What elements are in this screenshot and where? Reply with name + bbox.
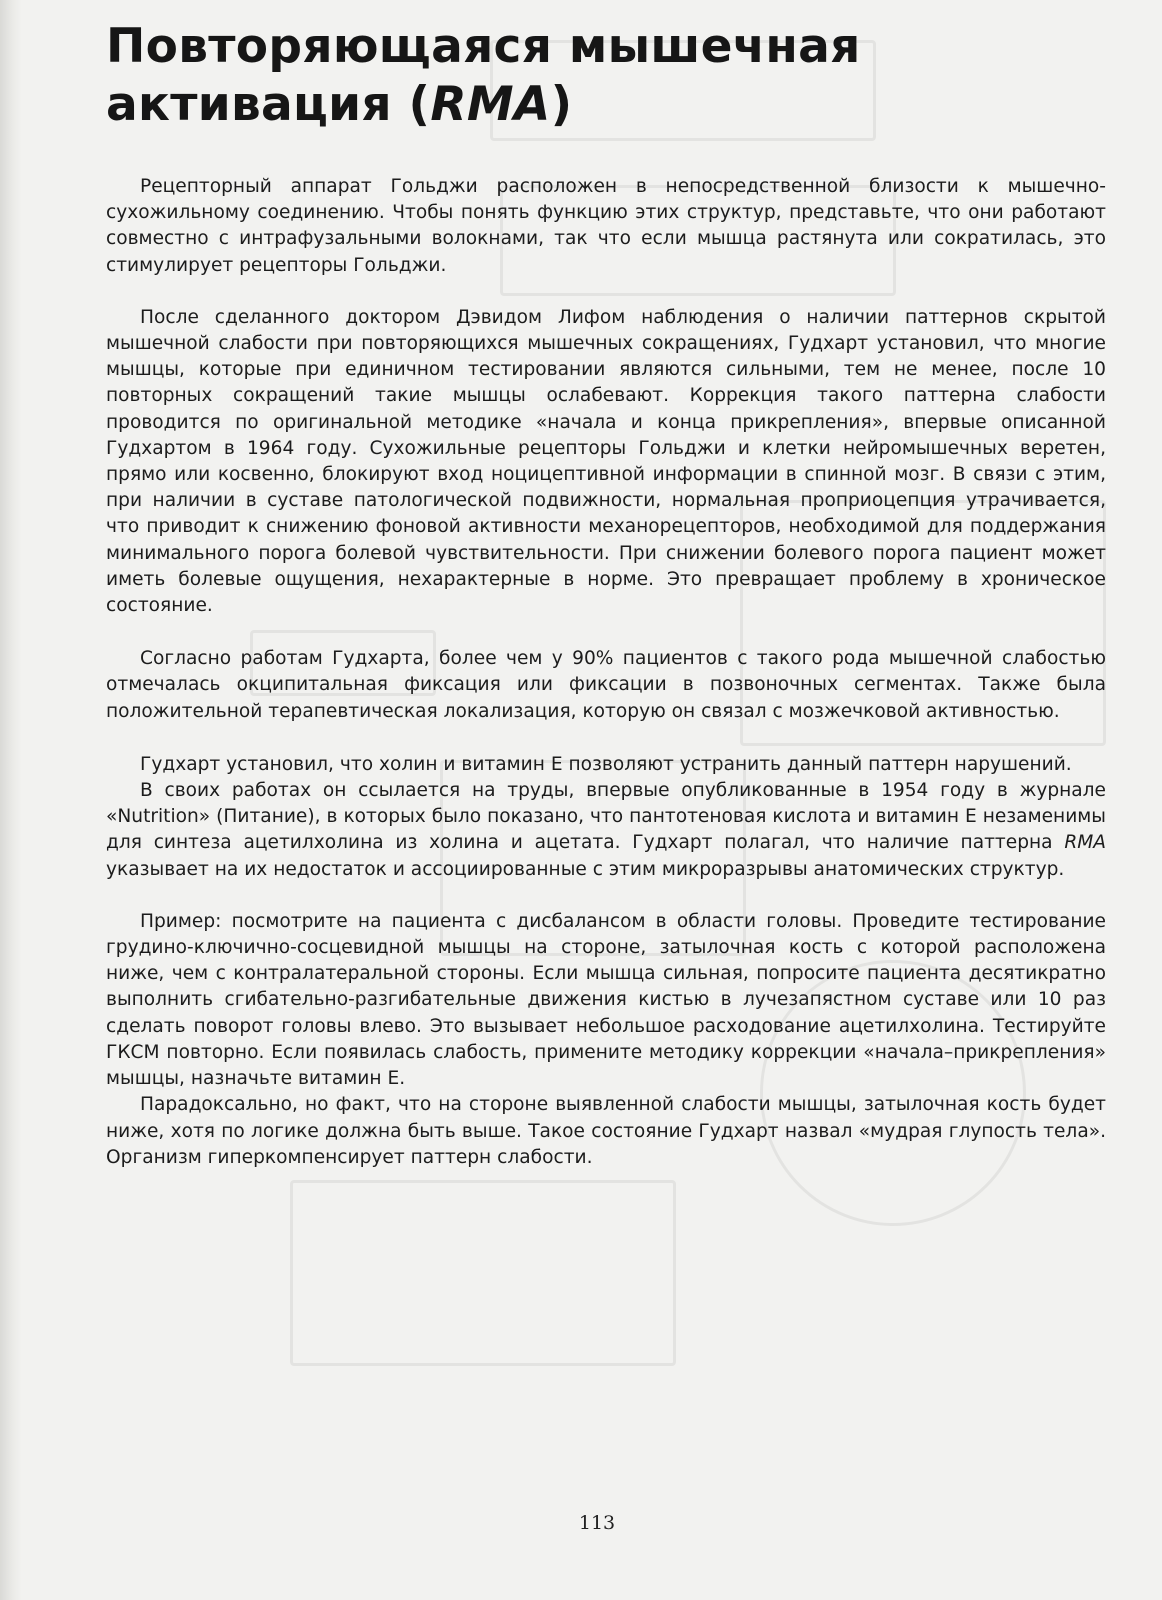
journal-text-before: В своих работах он ссылается на труды, впервые опубликованные в 1954 году в журнале «Nutrition» (Питание), в которых было показано, что пантотеновая кислота и витамин Е незаменимы для синтеза ацетилхолина из холина и ацетата. Гудхарт полагал, что наличие паттерна [106, 780, 1106, 854]
paragraph-golgi-receptors: Рецепторный аппарат Гольджи расположен в непосредственной близости к мышечно-сухожильному соединению. Чтобы понять функцию этих структур, представьте, что они работают совместно с интрафузальными волокнами, так что если мышца растянута или сократилась, это стимулирует рецепторы Гольджи. [106, 176, 1106, 276]
paragraph-paradox: Парадоксально, но факт, что на стороне выявленной слабости мышцы, затылочная кость будет ниже, хотя по логике должна быть выше. Такое состояние Гудхарт назвал «мудрая глупость тела». Организм гиперкомпенсирует паттерн слабости. [106, 1094, 1106, 1168]
page-title [106, 18, 1106, 134]
journal-text-after: указывает на их недостаток и ассоциированные с этим микроразрывы анатомических структур. [106, 858, 1065, 880]
paragraph-occipital-fixation: Согласно работам Гудхарта, более чем у 90% пациентов с такого рода мышечной слабостью отмечалась окципитальная фиксация или фиксации в позвоночных сегментах. Также была положительной терапевтическая локализация, которую он связал с мозжечковой активностью. [106, 648, 1106, 722]
paragraph-choline-vitamin-e: Гудхарт установил, что холин и витамин Е позволяют устранить данный паттерн нарушений. [140, 753, 1072, 775]
paragraph-nutrition-journal [106, 778, 1106, 883]
title-text: Повторяющаяся мышечная активация ( [106, 19, 861, 132]
show-through-box [290, 1180, 676, 1366]
journal-abbreviation: RMA [1064, 832, 1106, 854]
paragraph-muscle-weakness: После сделанного доктором Дэвидом Лифом наблюдения о наличии паттернов скрытой мышечной слабости при повторяющихся мышечных сокращениях, Гудхарт установил, что многие мышцы, которые при единичном тестировании являются сильными, тем не менее, после 10 повторных сокращений такие мышцы ослабевают. Коррекция такого паттерна слабости проводится по оригинальной методике «начала и конца прикрепления», впервые описанной Гудхартом в 1964 году. Сухожильные рецепторы Гольджи и клетки нейромышечных веретен, прямо или косвенно, блокируют вход ноцицептивной информации в спинной мозг. В связи с этим, при наличии в суставе патологической подвижности, нормальная проприоцепция утрачивается, что приводит к снижению фоновой активности механорецепторов, необходимой для поддержания минимального порога болевой чувствительности. При снижении болевого порога пациент может иметь болевые ощущения, нехарактерные в норме. Это превращает проблему в хроническое состояние. [106, 306, 1106, 617]
title-closing-paren: ) [550, 77, 573, 132]
page-binding-shadow [0, 0, 22, 1600]
title-abbreviation: RMA [430, 77, 551, 132]
page-content [106, 18, 1106, 1171]
page-number: 113 [578, 1512, 616, 1534]
paragraph-example-scm-test: Пример: посмотрите на пациента с дисбалансом в области головы. Проведите тестирование грудино-ключично-сосцевидной мышцы на стороне, затылочная кость с которой расположена ниже, чем с контралатеральной стороны. Если мышца сильная, попросите пациента десятикратно выполнить сгибательно-разгибательные движения кистью в лучезапястном суставе или 10 раз сделать поворот головы влево. Это вызывает небольшое расходование ацетилхолина. Тестируйте ГКСМ повторно. Если появилась слабость, примените методику коррекции «начала–прикрепления» мышцы, назначьте витамин Е. [106, 910, 1106, 1090]
